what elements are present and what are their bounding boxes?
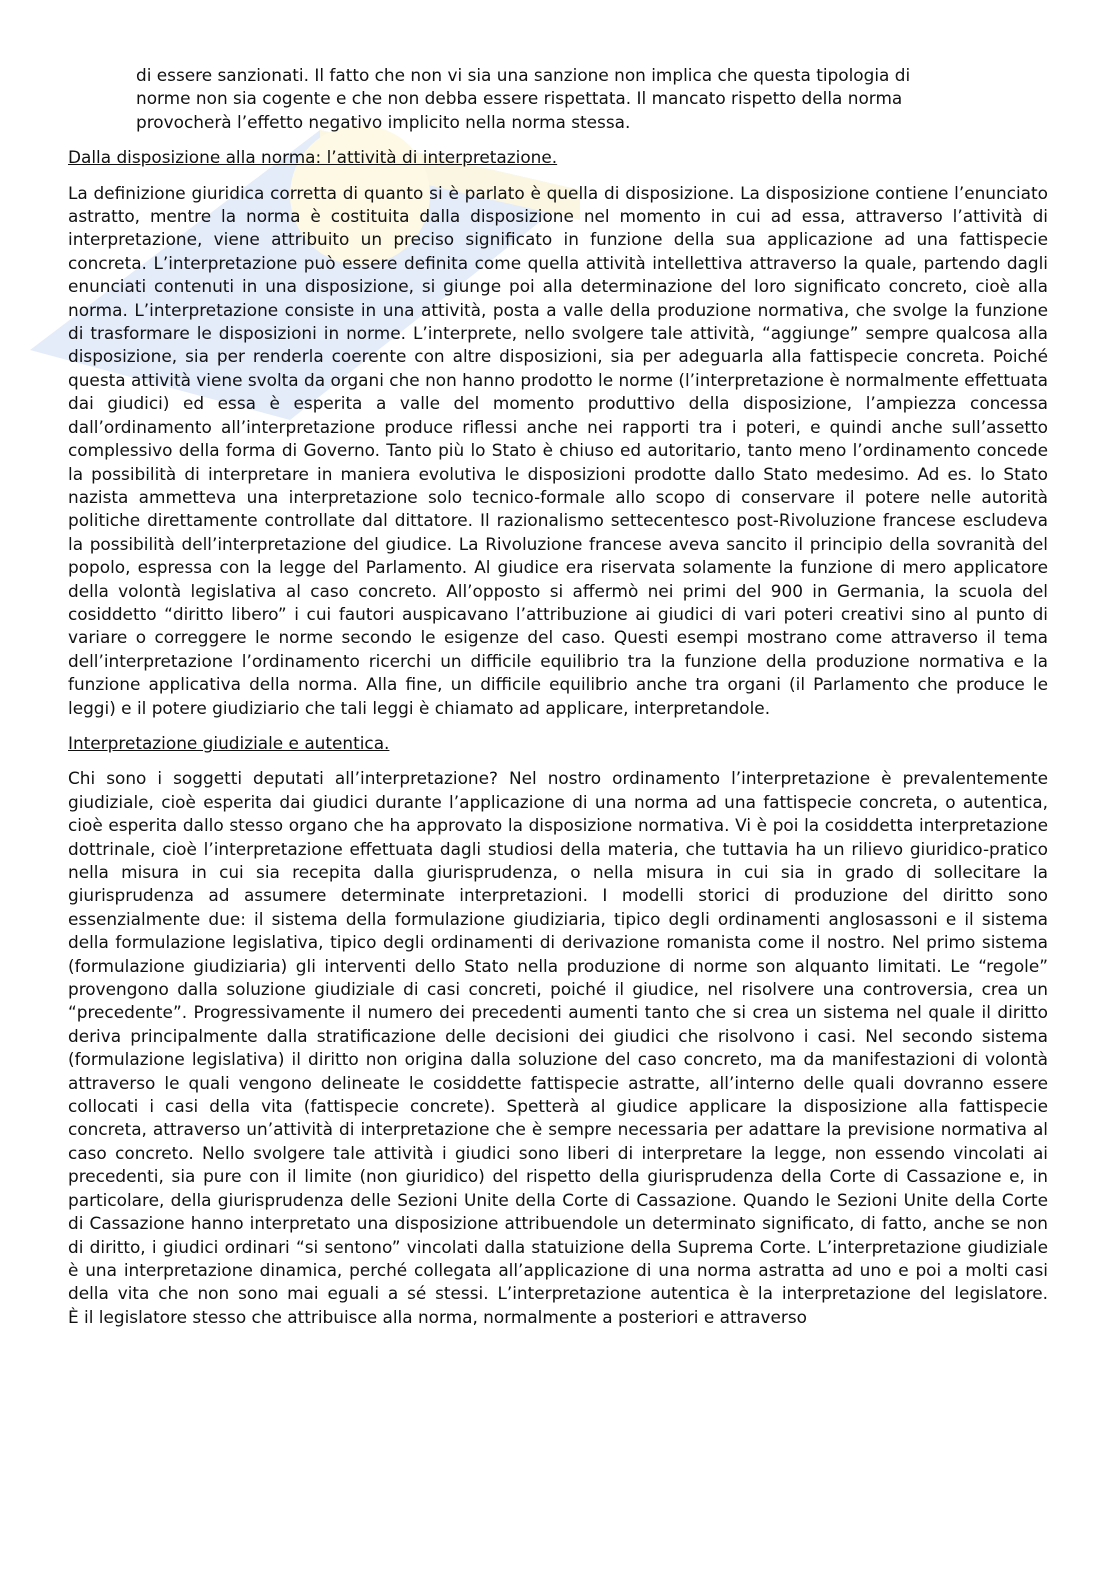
section-heading: Dalla disposizione alla norma: l’attività di interpretazione. [68, 147, 558, 168]
intro-line: provocherà l’effetto negativo implicito nella norma stessa. [136, 111, 631, 132]
intro-line: di essere sanzionati. Il fatto che non vi sia una sanzione non implica che questa tipologia di [136, 65, 911, 85]
document-page [68, 64, 1048, 1341]
section-paragraph [68, 767, 1048, 1329]
paragraph-body: Chi sono i soggetti deputati all’interpretazione? Nel nostro ordinamento l’interpretazione è prevalentemente giudiziale, cioè esperita dai giudici durante l’applicazione di una norma ad una fattispecie concreta, o autentica, cioè esperita dallo stesso organo che ha approvato la disposizione normativa. Vi è poi la cosiddetta interpretazione dottrinale, cioè l’interpretazione effettuata dagli studiosi della materia, che tuttavia ha un rilievo giuridico-pratico nella misura in cui sia recepita dalla giurisprudenza, o nella misura in cui sia in grado di sollecitare la giurisprudenza ad assumere determinate interpretazioni. I modelli storici di produzione del diritto sono essenzialmente due: il sistema della formulazione giudiziaria, tipico degli ordinamenti anglosassoni e il sistema della formulazione legislativa, tipico degli ordinamenti di derivazione romanista come il nostro. Nel primo sistema (formulazione giudiziaria) gli interventi dello Stato nella produzione di norme son alquanto limitati. Le “regole” provengono dalla soluzione giudiziale di casi concreti, poiché il giudice, nel risolvere una controversia, crea un “precedente”. Progressivamente il numero dei precedenti aumenti tanto che si crea un sistema nel quale il diritto deriva principalmente dalla stratificazione delle decisioni dei giudici che risolvono i casi. Nel secondo sistema (formulazione legislativa) il diritto non origina dalla soluzione del caso concreto, ma da manifestazioni di volontà attraverso le quali vengono delineate le cosiddette fattispecie astratte, all’interno delle quali dovranno essere collocati i casi della vita (fattispecie concrete). Spetterà al giudice applicare la disposizione alla fattispecie concreta, attraverso un’attività di interpretazione che è sempre necessaria per adattare la previsione normativa al caso concreto. Nello svolgere tale attività i giudici sono liberi di interpretare la legge, non essendo vincolati ai precedenti, sia pure con il limite (non giuridico) del rispetto della giurisprudenza della Corte di Cassazione e, in particolare, della giurisprudenza delle Sezioni Unite della Corte di Cassazione. Quando le Sezioni Unite della Corte di Cassazione hanno interpretato una disposizione attribuendole un determinato significato, di fatto, anche se non di diritto, i giudici ordinari “si sentono” vincolati dalla statuizione della Suprema Corte. L’interpretazione giudiziale è una interpretazione dinamica, perché collegata all’applicazione di una norma astratta ad uno e poi a molti casi della vita che non sono mai eguali a sé stessi. L’interpretazione autentica è la interpretazione del legislatore. [68, 768, 1048, 1304]
section-paragraph: La definizione giuridica corretta di quanto si è parlato è quella di disposizione. La disposizione contiene l’enunciato astratto, mentre la norma è costituita dalla disposizione nel momento in cui ad essa, attraverso l’attività di interpretazione, viene attribuito un preciso significato in funzione della sua applicazione ad una fattispecie concreta. L’interpretazione può essere definita come quella attività intellettiva attraverso la quale, partendo dagli enunciati contenuti in una disposizione, si giunge poi alla determinazione del loro significato concreto, cioè alla norma. L’interpretazione consiste in una attività, posta a valle della produzione normativa, che svolge la funzione di trasformare le disposizioni in norme. L’interprete, nello svolgere tale attività, “aggiunge” sempre qualcosa alla disposizione, sia per renderla coerente con altre disposizioni, sia per adeguarla alla fattispecie concreta. Poiché questa attività viene svolta da organi che non hanno prodotto le norme (l’interpretazione è normalmente effettuata dai giudici) ed essa è esperita a valle del momento produttivo della disposizione, l’ampiezza concessa dall’ordinamento all’interpretazione produce riflessi anche nei rapporti tra i poteri, e quindi anche sull’assetto complessivo della forma di Governo. Tanto più lo Stato è chiuso ed autoritario, tanto meno l’ordinamento concede la possibilità di interpretare in maniera evolutiva le disposizioni prodotte dallo Stato medesimo. Ad es. lo Stato nazista ammetteva una interpretazione solo tecnico-formale allo scopo di conservare il potere nelle autorità politiche direttamente controllate dal dittatore. Il razionalismo settecentesco post-Rivoluzione francese escludeva la possibilità dell’interpretazione del giudice. La Rivoluzione francese aveva sancito il principio della sovranità del popolo, espressa con la legge del Parlamento. Al giudice era riservata solamente la funzione di mero applicatore della volontà legislativa al caso concreto. All’opposto si affermò nei primi del 900 in Germania, la scuola del cosiddetto “diritto libero” i cui fautori auspicavano l’attribuzione ai giudici di vari poteri creativi sino al punto di variare o correggere le norme secondo le esigenze del caso. Questi esempi mostrano come attraverso il tema dell’interpretazione l’ordinamento ricerchi un difficile equilibrio tra la funzione della produzione normativa e la funzione applicativa della norma. Alla fine, un difficile equilibrio anche tra organi (il Parlamento che produce le leggi) e il potere giudiziario che tali leggi è chiamato ad applicare, interpretandole. [68, 182, 1048, 718]
intro-line: norme non sia cogente e che non debba essere rispettata. Il mancato rispetto della norma [136, 88, 903, 109]
section-heading: Interpretazione giudiziale e autentica. [68, 732, 390, 753]
paragraph-last-line: È il legislatore stesso che attribuisce alla norma, normalmente a posteriori e attraverso [68, 1306, 807, 1327]
intro-paragraph [68, 64, 1048, 134]
